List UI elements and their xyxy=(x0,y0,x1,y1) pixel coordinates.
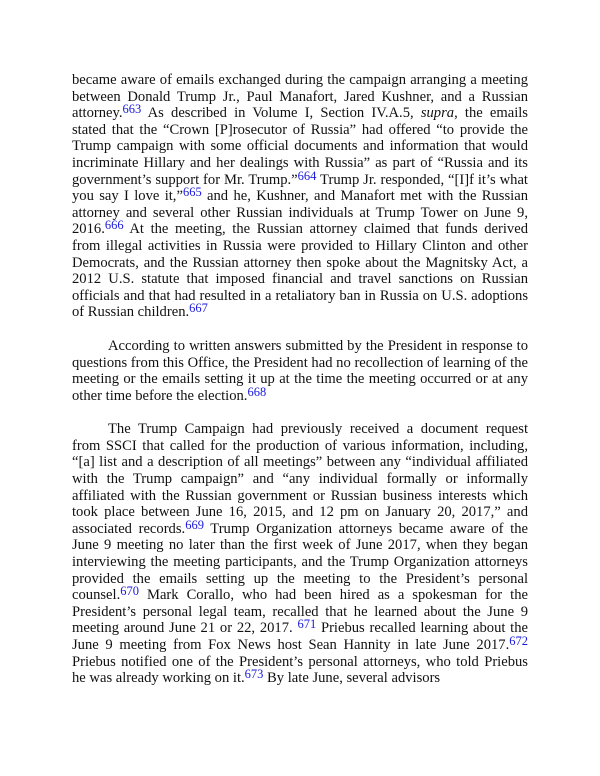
paragraph-2 xyxy=(72,338,528,404)
paragraph-text: Priebus notified one of the President’s personal attorneys, who told Priebus he was already working on it. xyxy=(72,653,528,687)
footnote-664-link[interactable]: 664 xyxy=(297,168,317,183)
footnote-673-link[interactable]: 673 xyxy=(244,667,264,682)
paragraph-text: By late June, several advisors xyxy=(263,670,441,687)
paragraph-text: became aware of emails exchanged during the campaign arranging a meeting between Donald Trump Jr., Paul Manafort, Jared Kushner, and a Russian attorney. xyxy=(72,72,528,122)
paragraph-text: and he, Kushner, and Manafort met with the Russian attorney and several other Russian individuals at Trump Tower on June 9, 2016. xyxy=(72,188,528,238)
paragraph-text: According to written answers submitted by the President in response to questions from this Office, the President had no recollection of learning of the meeting or the emails setting it up at the time the meeting occurred or at any other time before the election. xyxy=(72,337,528,404)
paragraph-text: At the meeting, the Russian attorney claimed that funds derived from illegal activities in Russia were provided to Hillary Clinton and other Democrats, and the Russian attorney then spoke about the Magnitsky Act, a 2012 U.S. statute that imposed financial and travel sanctions on Russian officials and that had resulted in a retaliatory ban in Russia on U.S. adoptions of Russian children. xyxy=(72,221,528,321)
footnote-670-link[interactable]: 670 xyxy=(120,584,139,599)
footnote-669-link[interactable]: 669 xyxy=(185,517,204,532)
footnote-672-link[interactable]: 672 xyxy=(509,634,528,648)
paragraph-text: Mark Corallo, who had been hired as a spokesman for the President’s personal legal team, recalled that he learned about the June 9 meeting around June 21 or 22, 2017. xyxy=(72,587,528,637)
footnote-671-link[interactable]: 671 xyxy=(297,617,317,632)
footnote-668-link[interactable]: 668 xyxy=(247,384,267,399)
footnote-666-link[interactable]: 666 xyxy=(104,218,124,233)
paragraph-text: Trump Jr. responded, “[I]f it’s what you say I love it,” xyxy=(72,171,528,205)
paragraph-text: , the emails stated that the “Crown [P]rosecutor of Russia” had offered “to provide the Trump campaign with some official documents and information that would incriminate Hillary and her dealings with Russia” as part of “Russia and its government’s support for Mr. Trump.” xyxy=(72,105,528,188)
paragraph-text: The Trump Campaign had previously received a document request from SSCI that called for the production of various information, including, “[a] list and a description of all meetings” between any “individual affiliated with the Trump campaign” and “any individual formally or informally affiliated with the Russian government or Russian business interests which took place between June 16, 2015, and 12 pm on January 20, 2017,” and associated records. xyxy=(72,421,528,537)
paragraph-1 xyxy=(72,72,528,321)
footnote-667-link[interactable]: 667 xyxy=(189,301,208,316)
italic-text: supra xyxy=(420,105,455,122)
footnote-663-link[interactable]: 663 xyxy=(122,102,142,117)
footnote-665-link[interactable]: 665 xyxy=(182,185,202,200)
document-page xyxy=(72,72,528,704)
paragraph-text: Trump Organization attorneys became aware of the June 9 meeting no later than the first week of June 2017, when they began interviewing the meeting participants, and the Trump Organization attorneys provided the emails setting up the meeting to the President’s personal counsel. xyxy=(72,520,528,604)
paragraph-text: Priebus recalled learning about the June 9 meeting from Fox News host Sean Hannity in late June 2017. xyxy=(72,620,529,653)
paragraph-3 xyxy=(72,421,528,687)
paragraph-text: As described in Volume I, Section IV.A.5, xyxy=(141,105,421,122)
